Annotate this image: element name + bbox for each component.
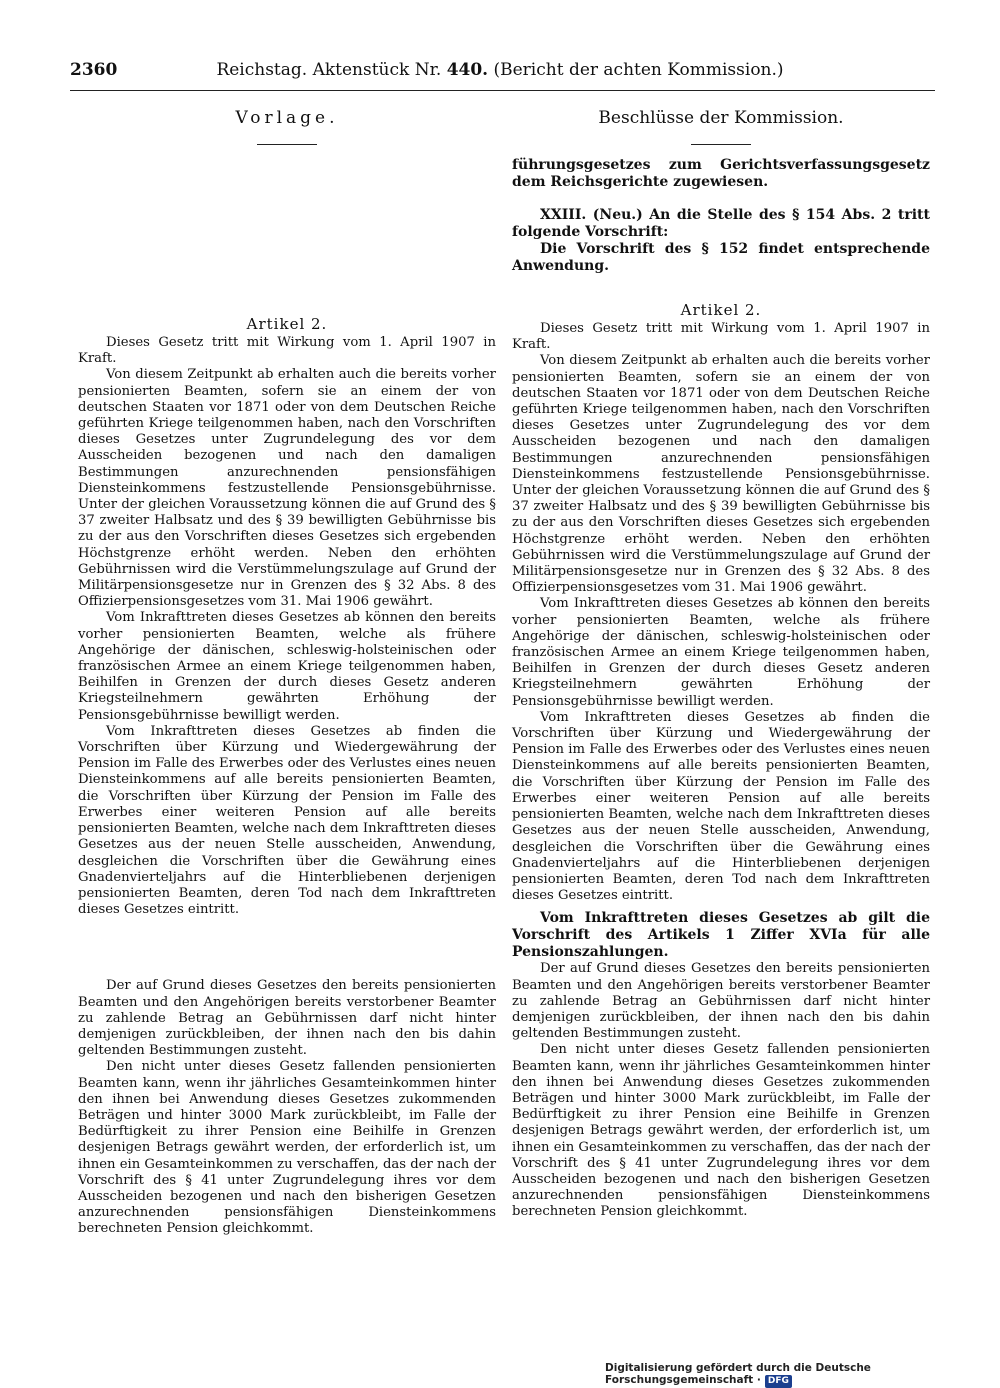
bold-text: Vom Inkrafttreten dieses Gesetzes ab gilt die Vorschrift des Artikels 1 Ziffer XVIa für alle Pensionszahlungen. bbox=[512, 910, 930, 961]
article-body-right-b bbox=[512, 961, 930, 1220]
paragraph: Vom Inkrafttreten dieses Gesetzes ab können den bereits vorher pensionierten Beamten, welche als frühere Angehörige der dänischen, schleswig-holsteinischen oder französischen Armee an einem Kriege teilgenommen haben, Beihilfen in Grenzen der durch dieses Gesetz anderen Kriegsteilnehmern gewährten Erhöhung der Pensionsgebührnisse bewilligt werden. bbox=[512, 596, 930, 709]
running-header bbox=[0, 60, 1000, 86]
digitization-footer bbox=[605, 1362, 995, 1386]
bold-text: führungsgesetzes zum Gerichtsverfassungsgesetz dem Reichsgerichte zugewiesen. bbox=[512, 157, 930, 190]
bold-continuation bbox=[512, 157, 930, 191]
article-body-right bbox=[512, 321, 930, 904]
blank-space bbox=[78, 145, 496, 315]
column-vorlage bbox=[78, 108, 496, 1238]
paragraph: Von diesem Zeitpunkt ab erhalten auch die bereits vorher pensionierten Beamten, sofern sie an einem der von deutschen Staaten vor 1871 oder von dem Deutschen Reiche geführten Kriege teilgenommen haben, nach den Vorschriften dieses Gesetzes unter Zugrundelegung des vor dem Ausscheiden bezogenen und nach den damaligen Bestimmungen anzurechnenden pensionsfähigen Diensteinkommens festzustellende Pensionsgebührnisse. Unter der gleichen Voraussetzung können die auf Grund des § 37 zweiter Halbsatz und des § 39 bewilligten Gebührnisse bis zu der aus den Vorschriften dieses Gesetzes sich ergebenden Höchstgrenze erhöht werden. Neben den erhöhten Gebührnissen wird die Verstümmelungszulage auf Grund der Militärpensionsgesetze nur in Grenzen des § 32 Abs. 8 des Offizierpensionsgesetzes vom 31. Mai 1906 gewährt. bbox=[512, 353, 930, 596]
bold-text: Die Vorschrift des § 152 findet entsprechende Anwendung. bbox=[512, 241, 930, 274]
column-heading-vorlage: Vorlage. bbox=[235, 108, 339, 128]
paragraph: Dieses Gesetz tritt mit Wirkung vom 1. April 1907 in Kraft. bbox=[78, 335, 496, 367]
paragraph: Vom Inkrafttreten dieses Gesetzes ab finden die Vorschriften über Kürzung und Wiedergewährung der Pension im Falle des Erwerbes oder des Verlustes eines neuen Diensteinkommens auf alle bereits pensionierten Beamten, die Vorschriften über Kürzung der Pension im Falle des Erwerbes einer weiteren Pension auf alle bereits pensionierten Beamten, welche nach dem Inkrafttreten dieses Gesetzes aus der neuen Stelle ausscheiden, Anwendung, desgleichen die Vorschriften über die Gewährung eines Gnadenvierteljahrs auf die Hinterbliebenen derjenigen pensionierten Beamten, deren Tod nach dem Inkrafttreten dieses Gesetzes eintritt. bbox=[78, 723, 496, 918]
amendment-insert bbox=[512, 910, 930, 961]
article-body-left bbox=[78, 335, 496, 918]
running-title-pre: Reichstag. Aktenstück Nr. bbox=[216, 60, 447, 80]
paragraph: Den nicht unter dieses Gesetz fallenden pensionierten Beamten kann, wenn ihr jährliches Gesamteinkommen hinter den ihnen bei Anwendung dieses Gesetzes zukommenden Beträgen und hinter 3000 Mark zurückbleibt, im Falle der Bedürftigkeit zu ihrer Pension eine Beihilfe in Grenzen desjenigen Betrags gewährt werden, der erforderlich ist, um ihnen ein Gesamteinkommen zu verschaffen, das der nach der Vorschrift des § 41 unter Zugrundelegung ihres vor dem Ausscheiden bezogenen und nach den bisherigen Gesetzen anzurechnenden pensionsfähigen Diensteinkommens berechneten Pension gleichkommt. bbox=[78, 1059, 496, 1237]
paragraph: Der auf Grund dieses Gesetzes den bereits pensionierten Beamten und den Angehörigen bereits verstorbener Beamter zu zahlende Betrag an Gebührnissen darf nicht hinter demjenigen zurückbleiben, der ihnen nach den bis dahin geltenden Bestimmungen zusteht. bbox=[512, 961, 930, 1042]
blank-space bbox=[78, 918, 496, 978]
article-body-left-b bbox=[78, 978, 496, 1237]
page-number: 2360 bbox=[70, 60, 118, 80]
paragraph: Dieses Gesetz tritt mit Wirkung vom 1. April 1907 in Kraft. bbox=[512, 321, 930, 353]
bold-text: XXIII. (Neu.) An die Stelle des § 154 Abs. 2 tritt folgende Vorschrift: bbox=[512, 207, 930, 240]
article-title-right: Artikel 2. bbox=[680, 301, 762, 319]
paragraph: Von diesem Zeitpunkt ab erhalten auch die bereits vorher pensionierten Beamten, sofern sie an einem der von deutschen Staaten vor 1871 oder von dem Deutschen Reiche geführten Kriege teilgenommen haben, nach den Vorschriften dieses Gesetzes unter Zugrundelegung des vor dem Ausscheiden bezogenen und nach den damaligen Bestimmungen anzurechnenden pensionsfähigen Diensteinkommens festzustellende Pensionsgebührnisse. Unter der gleichen Voraussetzung können die auf Grund des § 37 zweiter Halbsatz und des § 39 bewilligten Gebührnisse bis zu der aus den Vorschriften dieses Gesetzes sich ergebenden Höchstgrenze erhöht werden. Neben den erhöhten Gebührnissen wird die Verstümmelungszulage auf Grund der Militärpensionsgesetze nur in Grenzen des § 32 Abs. 8 des Offizierpensionsgesetzes vom 31. Mai 1906 gewährt. bbox=[78, 367, 496, 610]
footer-text: Digitalisierung gefördert durch die Deutsche Forschungsgemeinschaft · bbox=[605, 1362, 871, 1386]
column-heading-beschluesse: Beschlüsse der Kommission. bbox=[598, 108, 844, 128]
paragraph: Vom Inkrafttreten dieses Gesetzes ab finden die Vorschriften über Kürzung und Wiedergewährung der Pension im Falle des Erwerbes oder des Verlustes eines neuen Diensteinkommens auf alle bereits pensionierten Beamten, die Vorschriften über Kürzung der Pension im Falle des Erwerbes einer weiteren Pension auf alle bereits pensionierten Beamten, welche nach dem Inkrafttreten dieses Gesetzes aus der neuen Stelle ausscheiden, Anwendung, desgleichen die Vorschriften über die Gewährung eines Gnadenvierteljahrs auf die Hinterbliebenen derjenigen pensionierten Beamten, deren Tod nach dem Inkrafttreten dieses Gesetzes eintritt. bbox=[512, 709, 930, 904]
paragraph: Der auf Grund dieses Gesetzes den bereits pensionierten Beamten und den Angehörigen bereits verstorbener Beamter zu zahlende Betrag an Gebührnissen darf nicht hinter demjenigen zurückbleiben, der ihnen nach den bis dahin geltenden Bestimmungen zusteht. bbox=[78, 978, 496, 1059]
amendment-xxiii bbox=[512, 207, 930, 275]
running-title-post: (Bericht der achten Kommission.) bbox=[488, 60, 784, 80]
running-title-number: 440. bbox=[446, 60, 489, 80]
dfg-logo-icon: DFG bbox=[765, 1375, 792, 1388]
paragraph: Vom Inkrafttreten dieses Gesetzes ab können den bereits vorher pensionierten Beamten, welche als frühere Angehörige der dänischen, schleswig-holsteinischen oder französischen Armee an einem Kriege teilgenommen haben, Beihilfen in Grenzen der durch dieses Gesetz anderen Kriegsteilnehmern gewährten Erhöhung der Pensionsgebührnisse bewilligt werden. bbox=[78, 610, 496, 723]
paragraph: Den nicht unter dieses Gesetz fallenden pensionierten Beamten kann, wenn ihr jährliches Gesamteinkommen hinter den ihnen bei Anwendung dieses Gesetzes zukommenden Beträgen und hinter 3000 Mark zurückbleibt, im Falle der Bedürftigkeit zu ihrer Pension eine Beihilfe in Grenzen desjenigen Betrags gewährt werden, der erforderlich ist, um ihnen ein Gesamteinkommen zu verschaffen, das der nach der Vorschrift des § 41 unter Zugrundelegung ihres vor dem Ausscheiden bezogenen und nach den bisherigen Gesetzen anzurechnenden pensionsfähigen Diensteinkommens berechneten Pension gleichkommt. bbox=[512, 1042, 930, 1220]
header-rule bbox=[70, 90, 935, 91]
running-title bbox=[200, 60, 800, 80]
column-beschluesse bbox=[512, 108, 930, 1221]
article-title-left: Artikel 2. bbox=[246, 315, 328, 333]
